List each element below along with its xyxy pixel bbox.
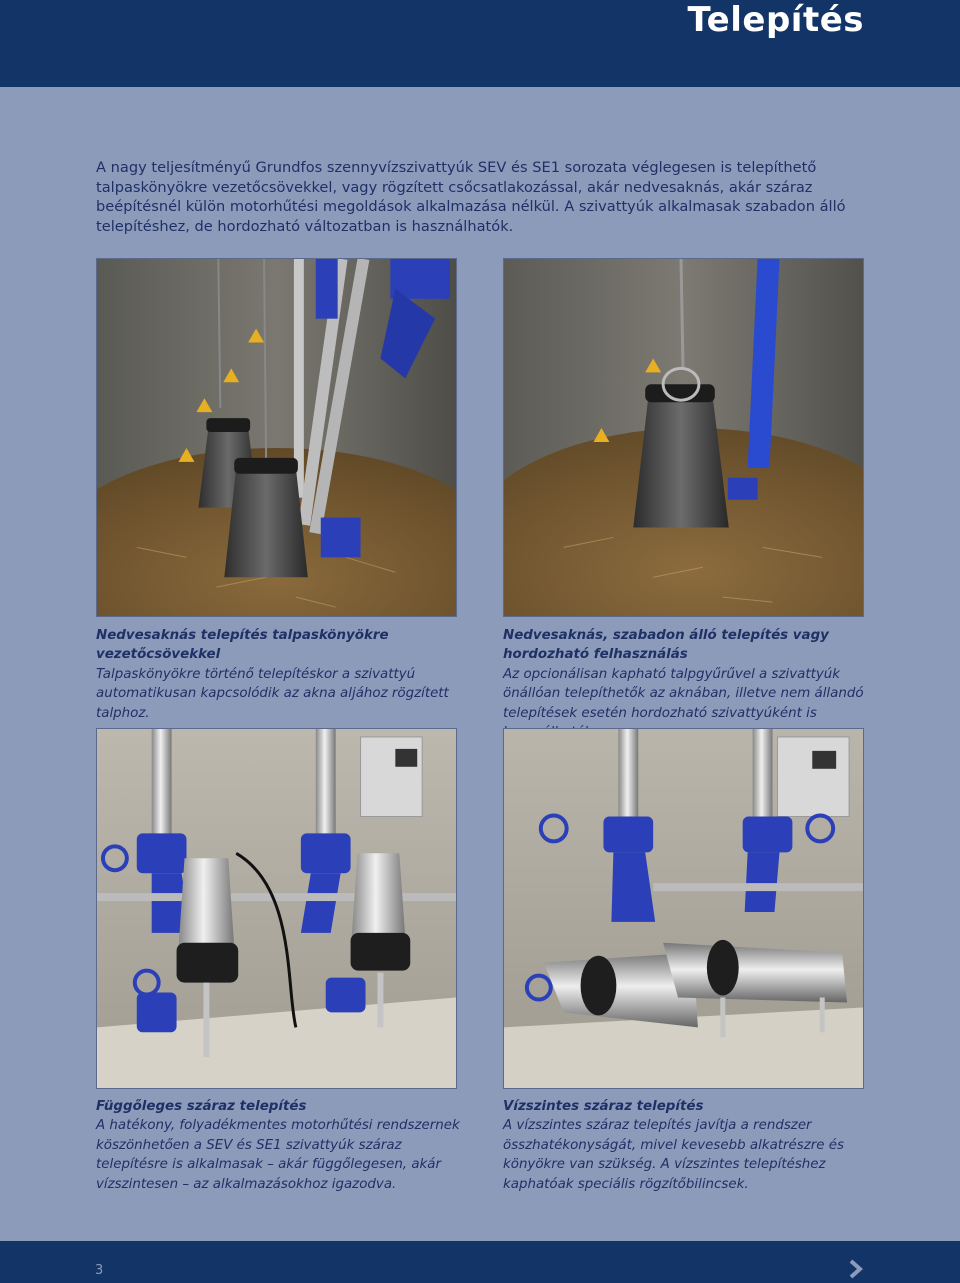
page-header — [0, 0, 960, 87]
caption-vertical-dry-installation — [96, 1097, 466, 1194]
caption-title: Nedvesaknás, szabadon álló telepítés vagy hordozható felhasználás — [503, 628, 829, 663]
caption-wet-pit-free-standing — [503, 626, 873, 742]
caption-title: Vízszintes száraz telepítés — [503, 1099, 704, 1114]
caption-text: A vízszintes száraz telepítés javítja a rendszer összhatékonyságát, mivel kevesebb alkatrészre és könyökre van szükség. A vízszintes telepítéshez kaphatóak speciális rögzítőbilincsek. — [503, 1118, 844, 1192]
photo-horizontal-dry-installation — [503, 728, 864, 1089]
caption-title: Függőleges száraz telepítés — [96, 1099, 307, 1114]
intro-paragraph: A nagy teljesítményű Grundfos szennyvízszivattyúk SEV és SE1 sorozata véglegesen is telepíthető talpaskönyökre vezetőcsövekkel, vagy rögzített csőcsatlakozással, akár nedvesaknás, akár száraz beépítésnél külön motorhűtési megoldások alkalmazása nélkül. A szivattyúk alkalmasak szabadon álló telepítéshez, de hordozható változatban is használhatók. — [96, 159, 846, 235]
caption-text: A hatékony, folyadékmentes motorhűtési rendszernek köszönhetően a SEV és SE1 szivattyúk száraz telepítésre is alkalmasak – akár függőlegesen, akár vízszintesen – az alkalmazásokhoz igazodva. — [96, 1118, 460, 1192]
caption-horizontal-dry-installation — [503, 1097, 873, 1194]
page-footer — [0, 1241, 960, 1283]
caption-text: Az opcionálisan kapható talpgyűrűvel a szivattyúk önállóan telepíthetők az aknában, illetve nem állandó telepítések esetén hordozható szivattyúként is — [503, 666, 864, 721]
caption-wet-pit-guide-rails — [96, 626, 466, 723]
caption-text: Talpaskönyökre történő telepítéskor a szivattyú automatikusan kapcsolódik az akna aljához rögzített talphoz. — [96, 666, 449, 721]
photo-wet-pit-guide-rails — [96, 258, 457, 617]
page-number: 3 — [95, 1263, 104, 1278]
chevron-right-icon[interactable] — [846, 1259, 866, 1279]
caption-title: Nedvesaknás telepítés talpaskönyökre vezetőcsövekkel — [96, 628, 389, 663]
photo-wet-pit-free-standing — [503, 258, 864, 617]
photo-vertical-dry-installation — [96, 728, 457, 1089]
page-title: Telepítés — [687, 0, 864, 40]
